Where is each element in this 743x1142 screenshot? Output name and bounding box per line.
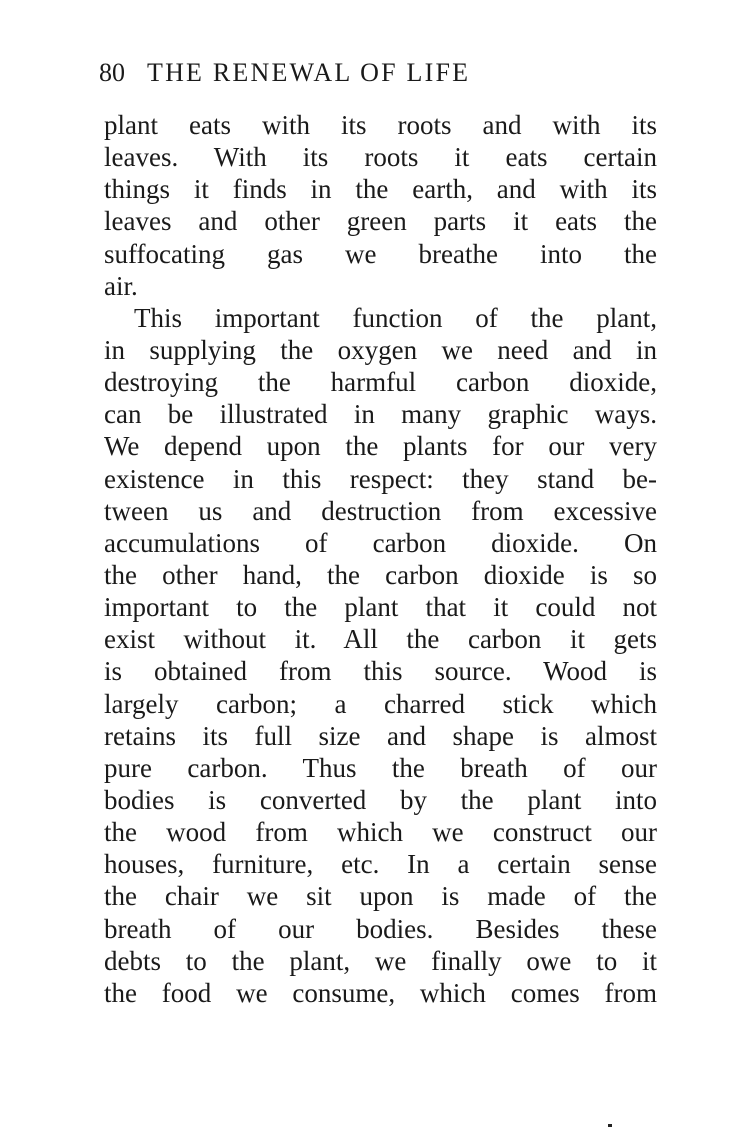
body-text (104, 109, 657, 1009)
text-line: destroying the harmful carbon dioxide, (104, 367, 657, 398)
text-line: is obtained from this source. Wood is (104, 656, 657, 687)
text-line: plant eats with its roots and with its (104, 110, 657, 140)
text-line: leaves and other green parts it eats the (104, 206, 657, 237)
text-line: suffocating gas we breathe into the (104, 238, 657, 269)
text-line: bodies is converted by the plant into (104, 784, 657, 815)
text-line: can be illustrated in many graphic ways. (104, 399, 657, 430)
text-line: the other hand, the carbon dioxide is so (104, 559, 657, 590)
text-line: houses, furniture, etc. In a certain sense (104, 849, 657, 880)
text-line: largely carbon; a charred stick which (104, 688, 657, 719)
text-line: pure carbon. Thus the breath of our (104, 752, 657, 783)
running-title: THE RENEWAL OF LIFE (147, 58, 471, 87)
text-line: debts to the plant, we finally owe to it (104, 945, 657, 976)
text-line: air. (104, 270, 138, 301)
text-line: We depend upon the plants for our very (104, 431, 657, 462)
text-line: in supplying the oxygen we need and in (104, 334, 657, 365)
text-line: the food we consume, which comes from (104, 977, 657, 1008)
text-line: accumulations of carbon dioxide. On (104, 527, 657, 558)
text-line: things it finds in the earth, and with its (104, 174, 657, 205)
text-line: important to the plant that it could not (104, 592, 657, 623)
page-number: 80 (99, 58, 125, 87)
page-header (99, 58, 579, 92)
text-line: tween us and destruction from excessive (104, 495, 657, 526)
text-line: retains its full size and shape is almost (104, 720, 657, 751)
text-line: existence in this respect: they stand be- (104, 463, 657, 494)
text-line: This important function of the plant, (134, 302, 657, 333)
scan-speck (608, 1124, 612, 1127)
text-line: breath of our bodies. Besides these (104, 913, 657, 944)
text-line: the chair we sit upon is made of the (104, 881, 657, 912)
text-line: exist without it. All the carbon it gets (104, 624, 657, 655)
text-line: the wood from which we construct our (104, 817, 657, 848)
text-line: leaves. With its roots it eats certain (104, 142, 657, 173)
